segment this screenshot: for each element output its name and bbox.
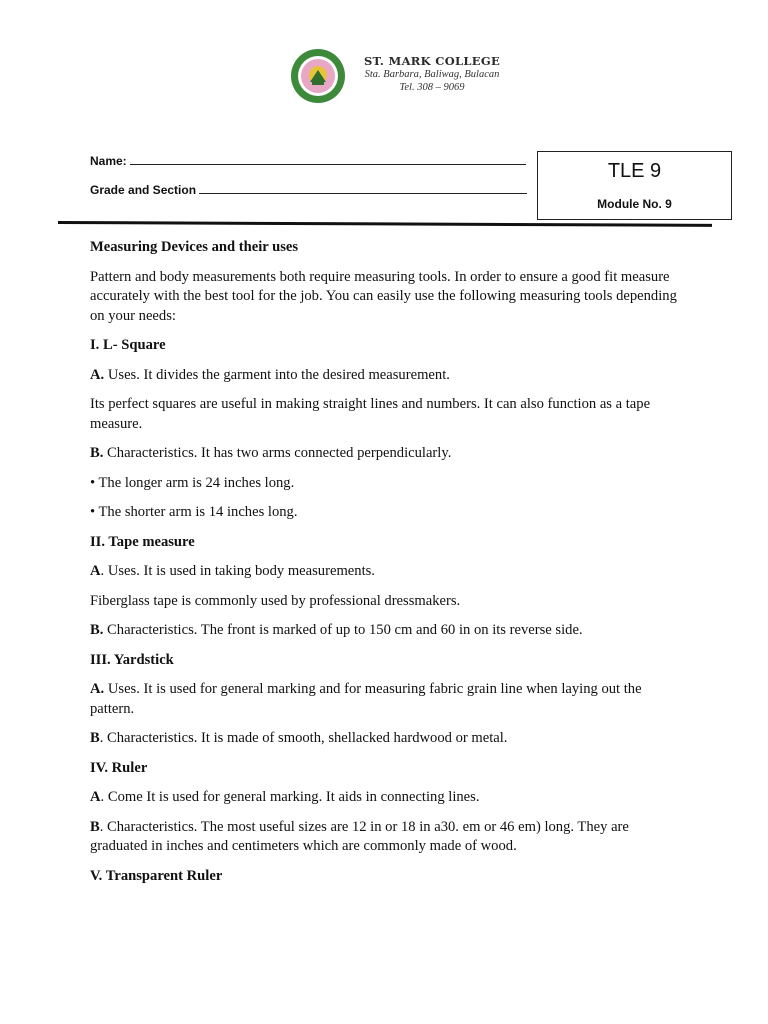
- paragraph: Its perfect squares are useful in making straight lines and numbers. It can also function as a tape measure.: [90, 396, 651, 432]
- subject-box: [537, 151, 732, 220]
- header-divider: [58, 221, 712, 227]
- intro-paragraph: Pattern and body measurements both require measuring tools. In order to ensure a good fit measure accurately with the best tool for the job. You can easily use the following measuring tools depending on your needs:: [90, 268, 677, 324]
- section-heading: I. L- Square: [90, 337, 166, 353]
- section-heading: II. Tape measure: [90, 533, 195, 550]
- module-number: Module No. 9: [597, 197, 672, 211]
- school-seal-logo: [290, 48, 346, 104]
- name-label: Name:: [90, 154, 127, 168]
- paragraph: Fiberglass tape is commonly used by professional dressmakers.: [90, 592, 461, 609]
- grade-section-field[interactable]: [90, 182, 527, 197]
- bullet-item: • The shorter arm is 14 inches long.: [90, 504, 298, 520]
- paragraph: A. Uses. It is used in taking body measurements.: [90, 563, 375, 579]
- paragraph: A. Uses. It is used for general marking and for measuring fabric grain line when laying out the pattern.: [90, 681, 642, 717]
- section-heading: IV. Ruler: [90, 759, 148, 776]
- school-header: [290, 48, 510, 108]
- school-name: ST. MARK COLLEGE: [363, 54, 501, 68]
- name-field[interactable]: [90, 153, 526, 168]
- grade-section-blank-line[interactable]: [199, 182, 527, 194]
- grade-section-label: Grade and Section: [90, 183, 197, 197]
- paragraph: B. Characteristics. It is made of smooth, shellacked hardwood or metal.: [90, 730, 508, 746]
- paragraph: A. Uses. It divides the garment into the desired measurement.: [90, 366, 450, 383]
- document-title: Measuring Devices and their uses: [90, 239, 299, 255]
- section-heading: III. Yardstick: [90, 651, 174, 668]
- document-body: [90, 238, 680, 896]
- name-blank-line[interactable]: [130, 153, 526, 165]
- subject-title: TLE 9: [607, 160, 662, 182]
- school-address: Sta. Barbara, Baliwag, Bulacan: [364, 69, 500, 80]
- paragraph: B. Characteristics. It has two arms connected perpendicularly.: [90, 445, 452, 461]
- paragraph: B. Characteristics. The most useful sizes are 12 in or 18 in a30. em or 46 em) long. They are graduated in inches and centimeters which are commonly made of wood.: [90, 818, 629, 854]
- school-telephone: Tel. 308 – 9069: [399, 82, 465, 93]
- paragraph: A. Come It is used for general marking. It aids in connecting lines.: [90, 789, 480, 805]
- bullet-item: • The longer arm is 24 inches long.: [90, 474, 295, 491]
- section-heading: V. Transparent Ruler: [90, 867, 223, 884]
- paragraph: B. Characteristics. The front is marked of up to 150 cm and 60 in on its reverse side.: [90, 622, 583, 638]
